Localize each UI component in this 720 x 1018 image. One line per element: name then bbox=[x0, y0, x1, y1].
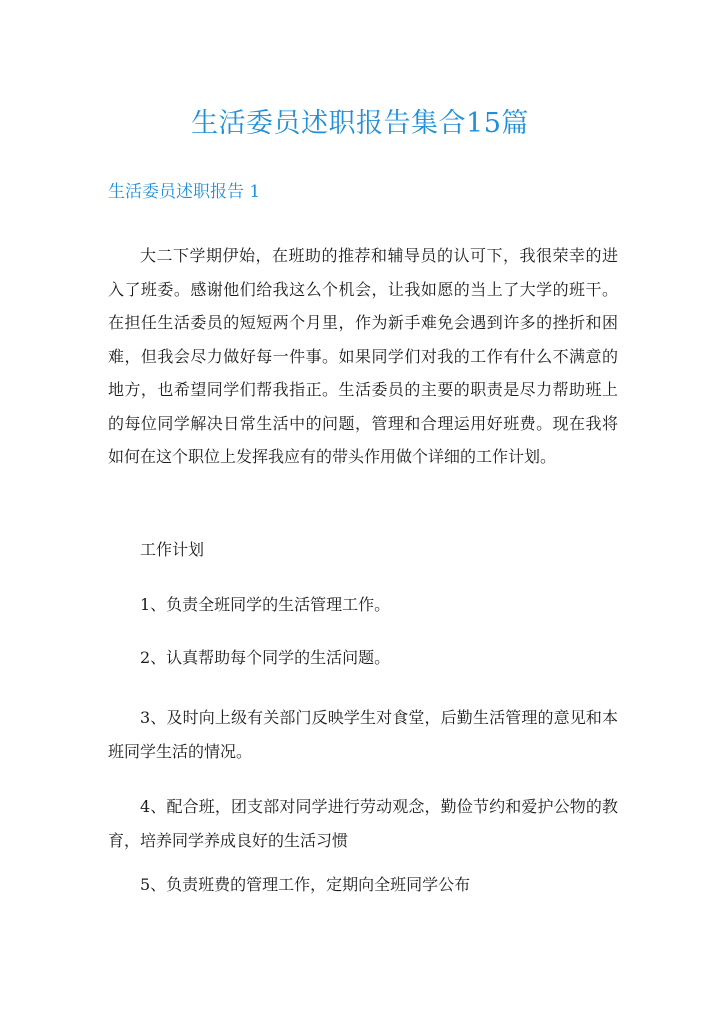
plan-item: 5、负责班费的管理工作，定期向全班同学公布 bbox=[140, 875, 471, 894]
plan-item: 4、配合班，团支部对同学进行劳动观念，勤俭节约和爱护公物的教育，培养同学养成良好的生活习惯 bbox=[108, 797, 618, 850]
section-title: 生活委员述职报告 1 bbox=[108, 182, 261, 202]
plan-item: 3、及时向上级有关部门反映学生对食堂，后勤生活管理的意见和本班同学生活的情况。 bbox=[108, 708, 618, 761]
intro-paragraph: 大二下学期伊始，在班助的推荐和辅导员的认可下，我很荣幸的进入了班委。感谢他们给我这么个机会，让我如愿的当上了大学的班干。在担任生活委员的短短两个月里，作为新手难免会遇到许多的挫折和困难，但我会尽力做好每一件事。如果同学们对我的工作有什么不满意的地方，也希望同学们帮我指正。生活委员的主要的职责是尽力帮助班上的每位同学解决日常生活中的问题，管理和合理运用好班费。现在我将如何在这个职位上发挥我应有的带头作用做个详细的工作计划。 bbox=[108, 246, 618, 466]
document-title: 生活委员述职报告集合15篇 bbox=[191, 108, 529, 139]
plan-item: 1、负责全班同学的生活管理工作。 bbox=[140, 595, 391, 614]
plan-item: 2、认真帮助每个同学的生活问题。 bbox=[140, 648, 391, 667]
plan-heading: 工作计划 bbox=[140, 540, 205, 559]
